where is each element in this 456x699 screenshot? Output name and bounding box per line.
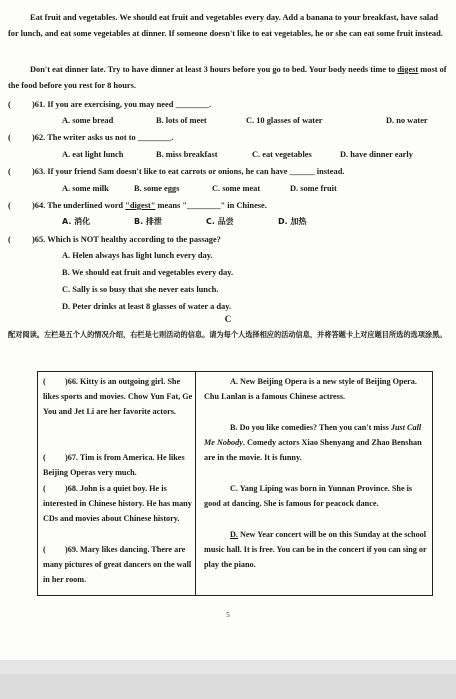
option-a[interactable]: A. eat light lunch: [62, 150, 124, 159]
person-66: [43, 374, 193, 450]
option-d[interactable]: D. some fruit: [290, 184, 337, 193]
answer-paren[interactable]: (: [43, 377, 46, 386]
question-text: If you are exercising, you may need ________.: [47, 100, 212, 109]
question-65: [8, 232, 448, 247]
answer-paren[interactable]: (: [8, 201, 11, 210]
activities-column: [204, 374, 430, 573]
activity-text: Yang Liping was born in Yunnan Province. She is good at dancing. She is famous for peacock dance.: [204, 484, 413, 509]
activity-b: [204, 420, 430, 481]
underlined-word-digest: digest: [397, 65, 419, 74]
section-instructions: 配对阅读。左栏是五个人的情况介绍，右栏是七则活动的信息。请为每个人选择相应的活动信息，并将答题卡上对应题目所选的选项涂黑。: [8, 330, 447, 339]
page-number: 5: [226, 611, 230, 619]
p2-after: most of the food before you rest for 8 hours.: [8, 65, 447, 90]
option-d[interactable]: D. have dinner early: [340, 150, 413, 159]
answer-paren[interactable]: (: [8, 167, 11, 176]
p2-before: Don't eat dinner late. Try to have dinner at least 3 hours before you go to bed. Your body needs time to: [30, 65, 398, 74]
person-description: Kitty is an outgoing girl. She likes sports and movies. Chow Yun Fat, Ge You and Jet Li are her favorite actors.: [43, 377, 193, 417]
question-text: The writer asks us not to ________.: [47, 133, 174, 142]
options-61: [62, 113, 452, 128]
option-b[interactable]: B. We should eat fruit and vegetables every day.: [62, 268, 234, 277]
option-b[interactable]: B. miss breakfast: [156, 150, 218, 159]
item-number: )66.: [65, 377, 78, 386]
passage-paragraph-1: Eat fruit and vegetables. We should eat fruit and vegetables every day. Add a banana to your breakfast, have salad for lunch, and eat some vegetables at dinner. If someone doesn't like to eat vegetables, he or she can eat some fruit instead.: [8, 13, 443, 38]
passage-paragraph-2: [8, 62, 448, 93]
person-67: [43, 450, 193, 481]
activity-text-after: . Comedy actors Xiao Shenyang and Zhao Benshan are in the movie. It is funny.: [204, 438, 422, 463]
question-61: [8, 97, 448, 112]
answer-paren[interactable]: (: [43, 484, 46, 493]
person-description: Tim is from America. He likes Beijing Operas very much.: [43, 453, 185, 478]
question-number: )64.: [32, 201, 46, 210]
activity-text-before: Do you like comedies? Then you can't miss: [239, 423, 391, 432]
option-c[interactable]: C. 品尝: [206, 217, 234, 226]
option-a[interactable]: A. some bread: [62, 116, 114, 125]
options-64: [62, 214, 452, 229]
question-64: [8, 198, 448, 213]
people-column: [43, 374, 193, 588]
activity-text: New Beijing Opera is a new style of Beijing Opera. Chu Lanlan is a famous Chinese actress.: [204, 377, 417, 402]
option-d[interactable]: D. Peter drinks at least 8 glasses of water a day.: [62, 302, 232, 311]
item-number: )68.: [65, 484, 78, 493]
option-c[interactable]: C. Sally is so busy that she never eats lunch.: [62, 285, 219, 294]
answer-paren[interactable]: (: [8, 235, 11, 244]
option-c[interactable]: C. 10 glasses of water: [246, 116, 323, 125]
activity-text: New Year concert will be on this Sunday at the school music hall. It is free. You can be in the concert if you can sing or play the piano.: [204, 530, 427, 570]
activity-a: [204, 374, 430, 420]
answer-paren[interactable]: (: [43, 545, 46, 554]
person-69: [43, 542, 193, 588]
viewer-gutter: [0, 660, 456, 699]
column-divider: [195, 372, 196, 595]
question-62: [8, 130, 448, 145]
question-text: If your friend Sam doesn't like to eat carrots or onions, he can have ______ instead.: [47, 167, 345, 176]
option-b[interactable]: B. some eggs: [134, 184, 180, 193]
question-number: )65.: [32, 235, 46, 244]
option-b[interactable]: B. lots of meet: [156, 116, 207, 125]
matching-table: [37, 371, 433, 596]
option-d[interactable]: D. 加热: [278, 217, 307, 226]
option-d[interactable]: D. no water: [386, 116, 428, 125]
question-number: )62.: [32, 133, 46, 142]
answer-paren[interactable]: (: [8, 133, 11, 142]
answer-paren[interactable]: (: [8, 100, 11, 109]
option-b[interactable]: B. 排泄: [134, 217, 162, 226]
movie-title: Just Call Me Nobody: [204, 423, 422, 448]
activity-label: C.: [230, 484, 238, 493]
options-62: [62, 147, 452, 162]
option-a[interactable]: A. some milk: [62, 184, 109, 193]
option-c[interactable]: C. some meat: [212, 184, 261, 193]
person-description: Mary likes dancing. There are many pictures of great dancers on the wall in her room.: [43, 545, 192, 585]
item-number: )69.: [65, 545, 78, 554]
activity-label: B.: [230, 423, 238, 432]
option-a[interactable]: A. Helen always has light lunch every day.: [62, 251, 213, 260]
options-63: [62, 181, 452, 196]
option-a[interactable]: A. 消化: [62, 217, 91, 226]
person-68: [43, 481, 193, 542]
question-underlined-word: "digest": [125, 201, 156, 210]
activity-c: [204, 481, 430, 527]
option-c[interactable]: C. eat vegetables: [252, 150, 312, 159]
question-number: )63.: [32, 167, 46, 176]
question-text: Which is NOT healthy according to the passage?: [47, 235, 221, 244]
question-text-before: The underlined word: [47, 201, 126, 210]
activity-label: A.: [230, 377, 238, 386]
question-number: )61.: [32, 100, 46, 109]
viewer-gutter-strip: [0, 660, 456, 674]
question-text-after: means "________" in Chinese.: [155, 201, 267, 210]
person-description: John is a quiet boy. He is interested in Chinese history. He has many CDs and movies about Chinese history.: [43, 484, 192, 524]
answer-paren[interactable]: (: [43, 453, 46, 462]
activity-d: [204, 527, 430, 573]
item-number: )67.: [65, 453, 78, 462]
activity-label: D.: [230, 530, 238, 539]
question-63: [8, 164, 448, 179]
section-letter: C: [224, 314, 232, 324]
